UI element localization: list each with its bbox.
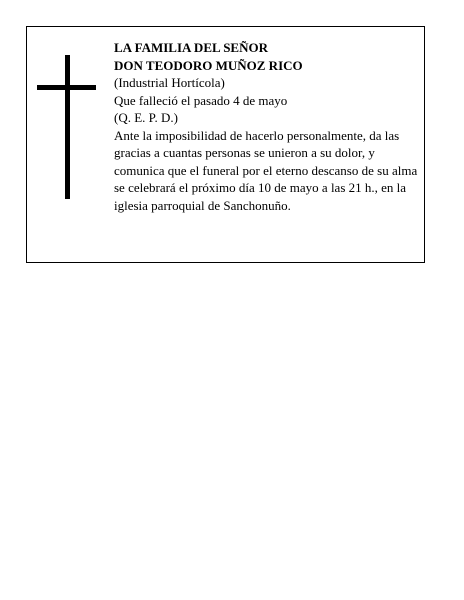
cross-vertical-bar	[65, 55, 70, 199]
deceased-name: DON TEODORO MUÑOZ RICO	[114, 57, 303, 73]
cross-horizontal-bar	[37, 85, 96, 90]
company-line: (Industrial Hortícola)	[114, 75, 225, 90]
death-date-line: Que falleció el pasado 4 de mayo	[114, 92, 288, 108]
notice-text	[114, 39, 419, 214]
notice-body: Ante la imposibilidad de hacerlo personalmente, da las gracias a cuantas personas se unieron a su dolor, y comunica que el funeral por el eterno descanso de su alma se celebrará el próximo día 10 de mayo a las 21 h., en la iglesia parroquial de Sanchonuño.	[114, 127, 418, 213]
obituary-notice	[26, 26, 425, 263]
rip-line: (Q. E. P. D.)	[114, 110, 178, 125]
family-line: LA FAMILIA DEL SEÑOR	[114, 40, 268, 55]
